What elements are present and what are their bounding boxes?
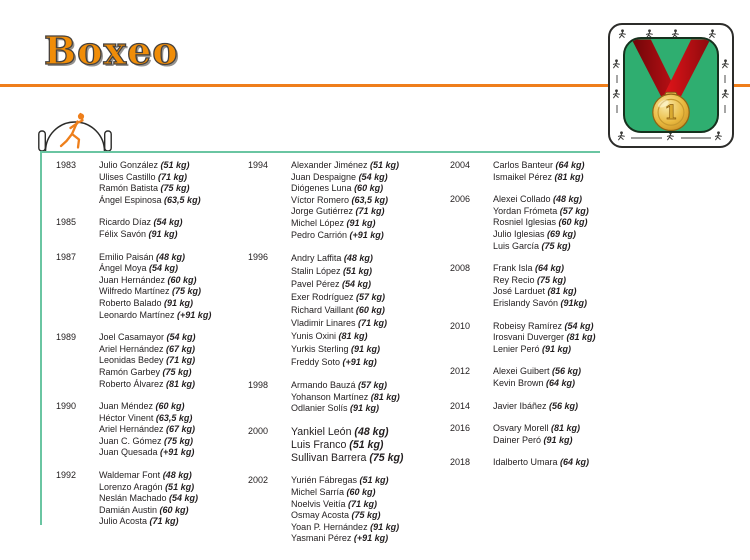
medal-number: 1	[664, 101, 678, 125]
year-label: 1985	[56, 217, 77, 228]
weight-class: (64 kg)	[555, 160, 585, 170]
champion-entry	[493, 401, 578, 413]
champion-list	[493, 401, 578, 413]
champion-name: Vladimir Linares	[291, 318, 359, 329]
champion-entry	[493, 457, 589, 469]
champion-entry	[99, 413, 195, 425]
year-block	[56, 252, 248, 322]
champion-list	[291, 252, 387, 369]
champion-entry	[493, 435, 580, 447]
champion-name: Ricardo Díaz	[99, 217, 154, 228]
champion-name: Idalberto Umara	[493, 457, 561, 468]
weight-class: (48 kg)	[162, 470, 192, 481]
champion-name: Yohanson Martínez	[291, 391, 371, 402]
champion-name: Stalin López	[291, 266, 344, 277]
champion-name: Andry Laffita	[291, 253, 344, 264]
champion-name: Joel Casamayor	[99, 332, 167, 343]
champion-entry	[291, 380, 400, 392]
champion-entry	[99, 195, 201, 207]
year-label: 1992	[56, 470, 77, 481]
weight-class: (75 kg)	[541, 240, 571, 251]
champion-name: Ariel Hernández	[99, 343, 167, 354]
champion-entry	[493, 321, 596, 333]
weight-class: (+91 kg)	[349, 229, 384, 240]
weight-class: (60 kg)	[354, 183, 384, 194]
champion-list	[99, 470, 198, 528]
champion-list	[291, 475, 399, 545]
champion-entry	[291, 291, 387, 304]
champion-name: Michel López	[291, 217, 347, 228]
weight-class: (60 kg)	[558, 217, 588, 228]
champion-entry	[99, 344, 196, 356]
weight-class: (71 kg)	[348, 498, 378, 509]
champion-name: Irosvani Duverger	[493, 332, 567, 343]
weight-class: (54 kg)	[564, 320, 594, 331]
weight-class: (75 kg)	[160, 183, 190, 194]
champion-entry	[291, 403, 400, 415]
year-label: 2018	[450, 457, 471, 468]
weight-class: (63,5 kg)	[351, 194, 389, 205]
champion-name: Dainer Peró	[493, 434, 544, 445]
champion-name: Erislandy Savón	[493, 297, 561, 308]
champion-name: Ángel Moya	[99, 263, 150, 274]
champion-entry	[493, 275, 587, 287]
weight-class: (91 kg)	[164, 297, 194, 308]
champion-list	[99, 252, 211, 322]
champion-entry	[493, 172, 585, 184]
champion-name: Ángel Espinosa	[99, 194, 165, 205]
champion-name: Neslán Machado	[99, 493, 170, 504]
weight-class: (81 kg)	[554, 171, 584, 182]
weight-class: (81 kg)	[338, 331, 368, 342]
weight-class: (60 kg)	[159, 504, 189, 515]
champion-name: Waldemar Font	[99, 470, 163, 481]
weight-class: (69 kg)	[547, 228, 577, 239]
champion-entry	[291, 304, 387, 317]
weight-class: (51 kg)	[343, 266, 373, 277]
weight-class: (57 kg)	[356, 292, 386, 303]
champion-entry	[291, 218, 399, 230]
year-block	[450, 263, 650, 309]
champion-name: Rosniel Iglesias	[493, 217, 559, 228]
year-label: 1994	[248, 160, 269, 170]
champion-name: Yoan P. Hernández	[291, 521, 371, 532]
year-block	[450, 160, 650, 183]
results-column	[450, 160, 650, 556]
year-label: 1996	[248, 252, 269, 263]
weight-class: (51 kg)	[349, 438, 384, 451]
champion-name: Ramón Garbey	[99, 366, 163, 377]
champion-entry	[493, 332, 596, 344]
champion-name: Ramón Batista	[99, 183, 161, 194]
champion-name: Ariel Hernández	[99, 424, 167, 435]
champion-name: Sullivan Barrera	[291, 451, 370, 464]
gold-medal-stamp-icon	[608, 23, 734, 148]
champion-entry	[291, 206, 399, 218]
champion-entry	[291, 475, 399, 487]
champion-entry	[493, 160, 585, 172]
year-block	[450, 366, 650, 389]
weight-class: (63,5 kg)	[155, 412, 193, 423]
champion-entry	[291, 278, 387, 291]
year-label: 2014	[450, 400, 471, 411]
champion-name: Julio Acosta	[99, 516, 150, 527]
champion-name: Lorenzo Aragón	[99, 481, 166, 492]
champion-entry	[493, 366, 581, 378]
champion-entry	[99, 160, 201, 172]
champion-entry	[493, 423, 580, 435]
weight-class: (91 kg)	[350, 403, 380, 414]
champion-name: Julio Iglesias	[493, 228, 548, 239]
champion-entry	[99, 424, 195, 436]
year-label: 2008	[450, 263, 471, 274]
champion-entry	[291, 195, 399, 207]
champion-name: Diógenes Luna	[291, 183, 355, 194]
weight-class: (60 kg)	[346, 486, 376, 497]
year-label: 2016	[450, 423, 471, 434]
champion-entry	[291, 487, 399, 499]
champion-name: Julio González	[99, 160, 161, 170]
champion-entry	[99, 172, 201, 184]
year-label: 2006	[450, 194, 471, 205]
champion-name: Roberto Balado	[99, 297, 165, 308]
champion-entry	[291, 343, 387, 356]
champion-entry	[99, 332, 196, 344]
champion-entry	[493, 241, 589, 253]
year-label: 2000	[248, 425, 269, 436]
champion-name: Pavel Pérez	[291, 279, 343, 290]
year-label: 1990	[56, 401, 77, 412]
champion-entry	[99, 217, 183, 229]
champion-name: Ulises Castillo	[99, 171, 159, 182]
weight-class: (91 kg)	[346, 217, 376, 228]
weight-class: (71 kg)	[158, 171, 188, 182]
weight-class: (63,5 kg)	[164, 194, 201, 205]
champion-entry	[99, 275, 211, 287]
champion-entry	[99, 436, 195, 448]
champion-name: Pedro Carrión	[291, 229, 350, 240]
weight-class: (71 kg)	[149, 516, 179, 527]
champion-name: Carlos Banteur	[493, 160, 556, 170]
champion-entry	[291, 533, 399, 545]
champion-name: Osvary Morell	[493, 423, 552, 434]
champion-name: Alexander Jiménez	[291, 160, 371, 170]
results-column	[248, 160, 450, 556]
champion-entry	[493, 263, 587, 275]
weight-class: (91 kg)	[543, 434, 573, 445]
weight-class: (51 kg)	[370, 160, 400, 170]
year-block	[248, 380, 450, 415]
champion-list	[99, 217, 183, 240]
champion-entry	[291, 392, 400, 404]
champion-name: Yurkis Sterling	[291, 344, 352, 355]
champion-entry	[493, 344, 596, 356]
champion-entry	[493, 217, 589, 229]
champion-name: Emilio Paisán	[99, 251, 157, 262]
weight-class: (60 kg)	[167, 274, 197, 285]
champion-entry	[99, 470, 198, 482]
champion-name: Juan Hernández	[99, 274, 168, 285]
year-block	[450, 401, 650, 413]
champion-name: Osmay Acosta	[291, 510, 352, 521]
champion-name: Damián Austin	[99, 504, 160, 515]
year-label: 1989	[56, 332, 77, 343]
champion-entry	[291, 510, 399, 522]
results-columns	[56, 160, 650, 556]
weight-class: (81 kg)	[566, 332, 596, 343]
year-block	[450, 194, 650, 252]
weight-class: (56 kg)	[549, 400, 579, 411]
champion-entry	[291, 183, 399, 195]
champion-entry	[493, 286, 587, 298]
results-column	[56, 160, 248, 556]
champion-entry	[99, 310, 211, 322]
champion-name: Héctor Vinent	[99, 412, 156, 423]
weight-class: (64 kg)	[560, 457, 590, 468]
weight-class: (91 kg)	[351, 344, 381, 355]
year-label: 2002	[248, 475, 269, 486]
champion-entry	[99, 286, 211, 298]
weight-class: (54 kg)	[153, 217, 183, 228]
weight-class: (75 kg)	[162, 366, 192, 377]
champion-entry	[493, 378, 581, 390]
champion-entry	[291, 426, 403, 439]
champion-name: Yunis Oxini	[291, 331, 339, 342]
champion-entry	[291, 499, 399, 511]
weight-class: (+91 kg)	[160, 447, 195, 458]
champion-entry	[291, 356, 387, 369]
champion-list	[291, 426, 403, 464]
weight-class: (81 kg)	[551, 423, 581, 434]
weight-class: (81 kg)	[370, 391, 400, 402]
year-block	[56, 332, 248, 390]
champion-name: Juan Despaigne	[291, 171, 359, 182]
champion-name: Exer Rodríguez	[291, 292, 357, 303]
year-block	[248, 426, 450, 464]
champion-entry	[99, 229, 183, 241]
weight-class: (67 kg)	[166, 424, 196, 435]
weight-class: (48 kg)	[354, 425, 389, 438]
champion-entry	[291, 330, 387, 343]
weight-class: (54 kg)	[149, 263, 179, 274]
weight-class: (+91 kg)	[353, 533, 389, 544]
year-block	[56, 470, 248, 528]
champion-list	[291, 160, 399, 241]
weight-class: (54 kg)	[342, 279, 372, 290]
champion-list	[493, 366, 581, 389]
year-label: 1983	[56, 160, 77, 170]
champion-name: Wilfredo Martínez	[99, 286, 173, 297]
weight-class: (81 kg)	[547, 286, 577, 297]
champion-name: Juan C. Gómez	[99, 435, 165, 446]
champion-name: Frank Isla	[493, 263, 536, 274]
champion-name: Noelvis Veitía	[291, 498, 349, 509]
champion-list	[493, 321, 596, 356]
weight-class: (54 kg)	[358, 171, 388, 182]
champion-entry	[291, 172, 399, 184]
champion-entry	[99, 183, 201, 195]
weight-class: (91kg)	[560, 297, 588, 308]
champion-entry	[291, 317, 387, 330]
champion-name: Juan Méndez	[99, 401, 156, 412]
champion-list	[291, 380, 400, 415]
champion-name: Ismaikel Pérez	[493, 171, 555, 182]
weight-class: (60 kg)	[155, 401, 185, 412]
champion-list	[99, 401, 195, 459]
champion-name: Freddy Soto	[291, 357, 343, 368]
champion-name: Víctor Romero	[291, 194, 352, 205]
champion-entry	[99, 493, 198, 505]
weight-class: (64 kg)	[535, 263, 565, 274]
champion-entry	[99, 447, 195, 459]
year-label: 1998	[248, 380, 269, 391]
weight-class: (91 kg)	[148, 228, 178, 239]
weight-class: (48 kg)	[343, 253, 373, 264]
champion-entry	[291, 230, 399, 242]
weight-class: (57 kg)	[559, 205, 589, 216]
weight-class: (60 kg)	[355, 305, 385, 316]
champion-name: Lenier Peró	[493, 343, 543, 354]
champion-entry	[291, 439, 403, 452]
year-block	[450, 457, 650, 469]
weight-class: (81 kg)	[166, 378, 196, 389]
boxing-pictogram-badge	[38, 105, 112, 152]
year-label: 1987	[56, 251, 77, 262]
champion-entry	[99, 516, 198, 528]
weight-class: (+91 kg)	[342, 357, 377, 368]
champion-name: Luis Franco	[291, 438, 350, 451]
page-title: Boxeo	[44, 28, 179, 73]
champion-entry	[493, 229, 589, 241]
champion-name: Yankiel León	[291, 425, 355, 438]
champion-entry	[99, 379, 196, 391]
weight-class: (51 kg)	[160, 160, 190, 170]
champion-list	[493, 160, 585, 183]
champion-name: Alexei Collado	[493, 194, 554, 205]
champion-name: Juan Quesada	[99, 447, 161, 458]
medal-panel	[623, 37, 719, 133]
champion-entry	[493, 194, 589, 206]
weight-class: (71 kg)	[355, 206, 385, 217]
champion-name: Robeisy Ramírez	[493, 320, 565, 331]
champion-entry	[291, 265, 387, 278]
champion-name: Odlanier Solís	[291, 403, 351, 414]
champion-entry	[99, 367, 196, 379]
champion-name: Kevin Brown	[493, 377, 547, 388]
weight-class: (54 kg)	[169, 493, 199, 504]
champion-name: Rey Recio	[493, 274, 538, 285]
champion-entry	[291, 160, 399, 172]
champion-name: Alexei Guibert	[493, 366, 553, 377]
champion-entry	[99, 355, 196, 367]
champion-list	[493, 263, 587, 309]
weight-class: (91 kg)	[370, 521, 400, 532]
champion-name: Yasmani Pérez	[291, 533, 354, 544]
weight-class: (75 kg)	[172, 286, 202, 297]
champion-entry	[99, 482, 198, 494]
champion-name: Félix Savón	[99, 228, 149, 239]
champion-list	[493, 457, 589, 469]
weight-class: (56 kg)	[552, 366, 582, 377]
weight-class: (75 kg)	[537, 274, 567, 285]
weight-class: (64 kg)	[546, 377, 576, 388]
weight-class: (75 kg)	[351, 510, 381, 521]
weight-class: (91 kg)	[542, 343, 572, 354]
year-label: 2004	[450, 160, 471, 170]
weight-class: (67 kg)	[166, 343, 196, 354]
weight-class: (+91 kg)	[177, 309, 212, 320]
champion-name: Leonardo Martínez	[99, 309, 178, 320]
champion-list	[99, 160, 201, 206]
champion-name: Javier Ibáñez	[493, 400, 550, 411]
weight-class: (54 kg)	[166, 332, 196, 343]
weight-class: (71 kg)	[358, 318, 388, 329]
year-block	[248, 252, 450, 369]
champion-name: Michel Sarría	[291, 486, 347, 497]
champion-name: Roberto Álvarez	[99, 378, 167, 389]
champion-name: Leonidas Bedey	[99, 355, 167, 366]
year-block	[56, 217, 248, 240]
champion-name: Luis García	[493, 240, 542, 251]
champion-name: José Larduet	[493, 286, 548, 297]
champion-entry	[99, 252, 211, 264]
champion-name: Richard Vaillant	[291, 305, 356, 316]
weight-class: (48 kg)	[553, 194, 583, 205]
weight-class: (48 kg)	[156, 251, 186, 262]
year-block	[248, 475, 450, 545]
weight-class: (75 kg)	[164, 435, 194, 446]
weight-class: (57 kg)	[358, 380, 388, 391]
champion-entry	[291, 452, 403, 465]
champion-entry	[291, 252, 387, 265]
champion-list	[493, 194, 589, 252]
year-block	[56, 401, 248, 459]
champion-entry	[291, 522, 399, 534]
champion-entry	[99, 505, 198, 517]
champion-list	[493, 423, 580, 446]
weight-class: (51 kg)	[165, 481, 195, 492]
year-block	[56, 160, 248, 206]
gold-medal-icon	[625, 39, 717, 131]
champion-name: Yordan Frómeta	[493, 205, 560, 216]
year-label: 2010	[450, 320, 471, 331]
weight-class: (75 kg)	[369, 451, 404, 464]
weight-class: (71 kg)	[166, 355, 196, 366]
year-label: 2012	[450, 366, 471, 377]
champion-name: Yurién Fábregas	[291, 475, 360, 486]
year-block	[248, 160, 450, 241]
year-block	[450, 423, 650, 446]
champion-entry	[99, 298, 211, 310]
champion-list	[99, 332, 196, 390]
year-block	[450, 321, 650, 356]
weight-class: (51 kg)	[359, 475, 389, 486]
champion-name: Jorge Gutiérrez	[291, 206, 356, 217]
champion-entry	[99, 263, 211, 275]
champion-entry	[99, 401, 195, 413]
champion-entry	[493, 298, 587, 310]
champion-entry	[493, 206, 589, 218]
champion-name: Armando Bauzá	[291, 380, 359, 391]
